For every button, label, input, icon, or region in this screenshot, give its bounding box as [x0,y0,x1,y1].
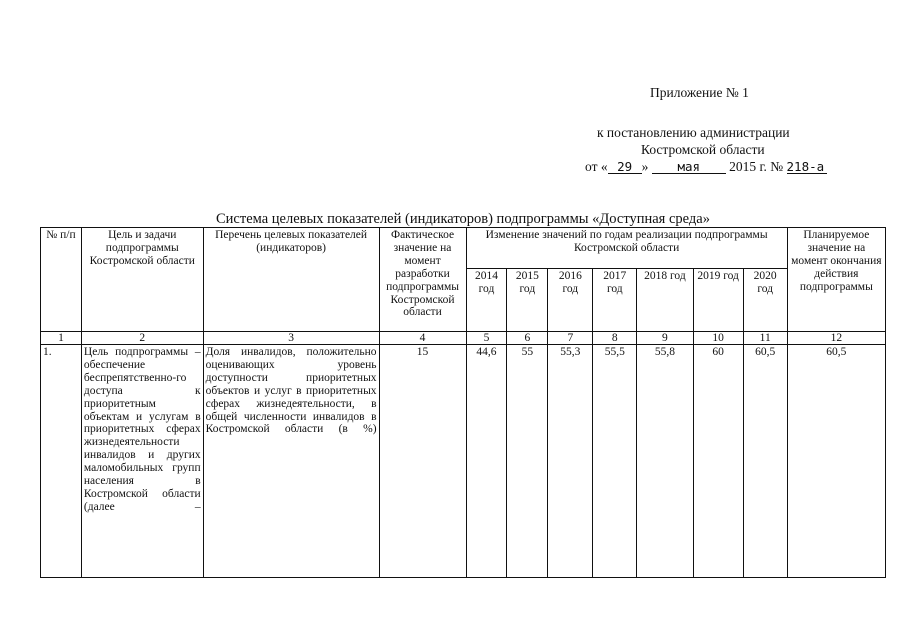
column-number: 8 [593,332,637,345]
row-num: 1. [41,345,82,578]
column-number: 6 [507,332,548,345]
year-2019: 2019 год [693,269,743,332]
row-value-2019: 60 [693,345,743,578]
date-mid: » [641,159,649,174]
column-number: 4 [379,332,466,345]
row-value-2020: 60,5 [743,345,787,578]
row-goal: Цель подпрограммы – обеспечение беспрепятственно-го доступа к приоритетным объектам и услугам в приоритетных сферах жизнедеятельности инвалидов и других маломобильных групп населения в Костромской области (далее – [81,345,203,578]
year-2014: 2014 год [466,269,507,332]
row-value-2016: 55,3 [548,345,593,578]
column-number: 9 [637,332,693,345]
column-number: 2 [81,332,203,345]
decree-date-line [585,159,827,174]
decree-line-1: к постановлению администрации [597,125,790,140]
year-2016: 2016 год [548,269,593,332]
date-prefix: от « [585,159,608,174]
year-2015: 2015 год [507,269,548,332]
document-title: Система целевых показателей (индикаторов) подпрограммы «Доступная среда» [216,211,710,227]
year-2017: 2017 год [593,269,637,332]
header-planned: Планируемое значение на момент окончания действия подпрограммы [787,228,885,332]
table-row [41,345,886,578]
column-number: 7 [548,332,593,345]
column-number: 12 [787,332,885,345]
column-numbers-row [41,332,886,345]
date-day: 29 [608,160,642,174]
header-row [41,228,886,269]
date-year: 2015 г. № [729,159,784,174]
year-2018: 2018 год [637,269,693,332]
column-number: 1 [41,332,82,345]
column-number: 5 [466,332,507,345]
row-actual: 15 [379,345,466,578]
row-value-2018: 55,8 [637,345,693,578]
row-value-2014: 44,6 [466,345,507,578]
date-month: мая [652,160,726,174]
header-change: Изменение значений по годам реализации подпрограммы Костромской области [466,228,787,269]
header-num: № п/п [41,228,82,332]
indicators-table [40,227,886,578]
column-number: 3 [203,332,379,345]
row-value-2015: 55 [507,345,548,578]
decree-line-2: Костромской области [641,142,765,157]
appendix-title: Приложение № 1 [650,85,749,100]
row-indicator: Доля инвалидов, положительно оценивающих уровень доступности приоритетных объектов и услуг в приоритетных сферах жизнедеятельности, в общей численности инвалидов в Костромской области (в %) [203,345,379,578]
row-planned: 60,5 [787,345,885,578]
header-indicators: Перечень целевых показателей (индикаторов) [203,228,379,332]
column-number: 11 [743,332,787,345]
year-2020: 2020 год [743,269,787,332]
header-actual: Фактическое значение на момент разработки подпрограммы Костромской области [379,228,466,332]
column-number: 10 [693,332,743,345]
decree-number: 218-а [787,160,827,174]
header-goal: Цель и задачи подпрограммы Костромской области [81,228,203,332]
row-value-2017: 55,5 [593,345,637,578]
